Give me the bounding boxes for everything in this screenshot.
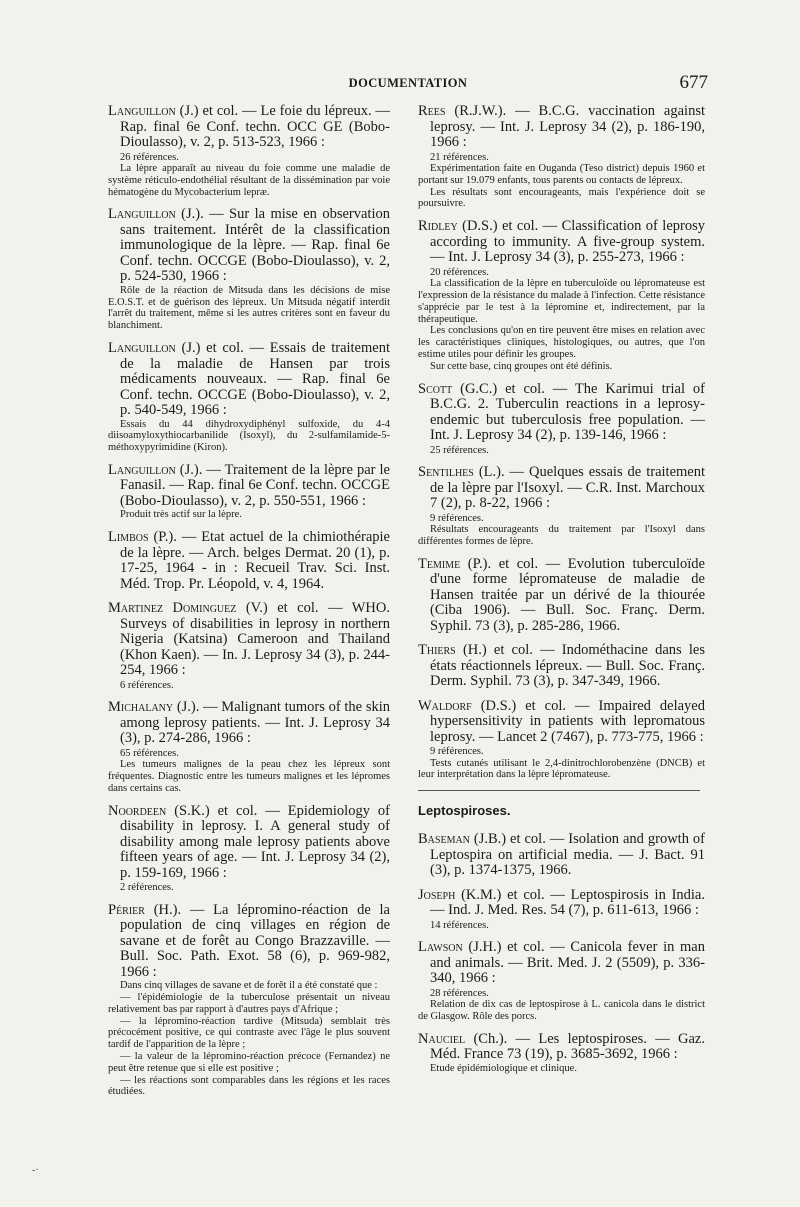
reference-abstract: — la valeur de la lépromino-réaction précoce (Fernandez) ne peut être retenue que si elle est positive ; bbox=[108, 1050, 390, 1074]
reference-author: Limbos bbox=[108, 529, 149, 546]
reference-abstract: Dans cinq villages de savane et de forêt il a été constaté que : bbox=[120, 980, 378, 992]
reference-details: (J.H.) et col. — Canicola fever in man and animals. — Brit. Med. J. 2 (5509), p. 336-340, 1966 : bbox=[430, 939, 705, 987]
reference-author: Michalany bbox=[108, 699, 174, 716]
reference-author: Languillon bbox=[108, 461, 176, 478]
reference-details: (J.) et col. — Essais de traitement de la maladie de Hansen par trois médicaments nouveaux. — Rap. final 6e Conf. techn. OCCGE (Bobo-Dioulasso), v. 2, p. 540-549, 1966 : bbox=[120, 340, 390, 419]
reference-citation bbox=[418, 465, 705, 512]
reference-abstract: Résultats encourageants du traitement par l'Isoxyl dans différentes formes de lèpre. bbox=[418, 524, 705, 547]
reference-abstract: — l'épidémiologie de la tuberculose présentait un niveau relativement bas par rapport à d'autres pays d'Afrique ; bbox=[108, 991, 390, 1015]
reference-citation bbox=[108, 700, 390, 747]
reference-entry bbox=[108, 903, 390, 1098]
reference-author: Nauciel bbox=[418, 1030, 466, 1047]
reference-entry bbox=[418, 1032, 705, 1075]
reference-entry bbox=[418, 888, 705, 932]
reference-citation bbox=[108, 463, 390, 510]
reference-details: (S.K.) et col. — Epidemiology of disability in leprosy. I. A general study of disability among male leprosy patients above fifteen years of age. — Int. J. Leprosy 34 (2), p. 159-169, 1966 : bbox=[120, 802, 390, 881]
reference-author: Ridley bbox=[418, 218, 458, 235]
reference-author: Languillon bbox=[108, 340, 176, 357]
reference-citation bbox=[418, 1032, 705, 1063]
reference-count: 9 références. bbox=[430, 746, 484, 758]
reference-citation bbox=[108, 207, 390, 285]
reference-details: (J.B.) et col. — Isolation and growth of Leptospira on artificial media. — J. Bact. 91 (3), p. 1374-1375, 1966. bbox=[430, 831, 705, 879]
reference-abstract: — la lépromino-réaction tardive (Mitsuda) semblait très précocément positive, ce qui contraste avec l'âge le plus souvent tardif de l'apparition de la lèpre ; bbox=[108, 1015, 390, 1051]
right-column-references bbox=[418, 104, 705, 781]
reference-citation bbox=[108, 903, 390, 981]
reference-citation bbox=[108, 104, 390, 151]
reference-count: 26 références. bbox=[120, 151, 179, 163]
reference-abstract: Les résultats sont encourageants, mais l'expérience doit se poursuivre. bbox=[418, 186, 705, 210]
running-title: DOCUMENTATION bbox=[348, 76, 468, 90]
reference-details: (P.). — Etat actuel de la chimiothérapie de la lèpre. — Arch. belges Dermat. 20 (1), p. 17-25, 1964 - in : Recueil Trav. Sci. Inst. Méd. Trop. Pr. Léopold, v. 4, 1964. bbox=[120, 529, 390, 592]
reference-details: (J.). — Sur la mise en observation sans traitement. Intérêt de la classification immunologique de la lèpre. — Rap. final 6e Conf. techn. OCCGE (Bobo-Dioulasso), v. 2, p. 524-530, 1966 : bbox=[120, 206, 390, 285]
reference-citation bbox=[418, 699, 705, 746]
reference-citation bbox=[108, 601, 390, 679]
section-divider bbox=[418, 790, 700, 791]
reference-details: (H.) et col. — Indométhacine dans les états réactionnels lépreux. — Bull. Soc. Franç. Derm. Syphil. 73 (3), p. 347-349, 1966. bbox=[430, 642, 705, 690]
reference-abstract: Etude épidémiologique et clinique. bbox=[430, 1062, 577, 1074]
reference-entry bbox=[108, 463, 390, 521]
reference-details: (Ch.). — Les leptospiroses. — Gaz. Méd. France 73 (19), p. 3685-3692, 1966 : bbox=[430, 1030, 705, 1063]
reference-details: (L.). — Quelques essais de traitement de la lèpre par l'Isoxyl. — C.R. Inst. Marchoux 7 (2), p. 8-22, 1966 : bbox=[430, 464, 705, 512]
reference-count: 6 références. bbox=[120, 679, 174, 691]
reference-entry bbox=[108, 700, 390, 794]
reference-author: Thiers bbox=[418, 642, 456, 659]
reference-citation bbox=[418, 382, 705, 444]
reference-abstract: Relation de dix cas de leptospirose à L. canicola dans le district de Glasgow. Rôle des porcs. bbox=[418, 999, 705, 1023]
reference-citation bbox=[108, 804, 390, 882]
reference-entry bbox=[418, 104, 705, 210]
reference-entry bbox=[108, 341, 390, 454]
reference-citation bbox=[418, 557, 705, 635]
reference-citation bbox=[108, 341, 390, 419]
reference-citation bbox=[108, 530, 390, 592]
reference-details: (J.) et col. — Le foie du lépreux. — Rap. final 6e Conf. techn. OCC GE (Bobo-Dioulasso), v. 2, p. 513-523, 1966 : bbox=[120, 103, 390, 150]
reference-citation bbox=[418, 219, 705, 266]
reference-entry bbox=[418, 699, 705, 782]
reference-details: (J.). — Malignant tumors of the skin among leprosy patients. — Int. J. Leprosy 34 (3), p. 274-286, 1966 : bbox=[120, 699, 390, 747]
reference-abstract: Tests cutanés utilisant le 2,4-dinitrochlorobenzène (DNCB) et leur interprétation dans la lèpre lépromateuse. bbox=[418, 757, 705, 781]
reference-abstract: Produit très actif sur la lèpre. bbox=[120, 509, 242, 521]
reference-author: Noordeen bbox=[108, 802, 167, 819]
reference-author: Temime bbox=[418, 555, 461, 572]
reference-abstract: La classification de la lèpre en tuberculoïde ou lépromateuse est l'expression de la résistance du malade à l'infection. Cette résistance s'apprécie par le test à la lépromine et, indirectement, par la thérapeutique. bbox=[418, 278, 705, 325]
reference-abstract: Expérimentation faite en Ouganda (Teso district) depuis 1960 et portant sur 19.079 enfants, tous parents ou contacts de lépreux. bbox=[418, 163, 705, 186]
reference-count: 2 références. bbox=[120, 882, 174, 894]
reference-count: 28 références. bbox=[430, 987, 489, 999]
left-column bbox=[108, 104, 390, 1107]
reference-entry bbox=[108, 104, 390, 198]
reference-author: Scott bbox=[418, 380, 453, 397]
reference-abstract: Rôle de la réaction de Mitsuda dans les décisions de mise E.O.S.T. et de guérison des lépreux. Un Mitsuda négatif interdit l'arrêt du traitement, même si les autres critères sont en faveur du blanchiment. bbox=[108, 284, 390, 332]
reference-citation bbox=[418, 104, 705, 151]
reference-details: (G.C.) et col. — The Karimui trial of B.C.G. 2. Tuberculin reactions in a leprosy-endemic but tuberculosis free population. — Int. J. Leprosy 34 (2), p. 139-146, 1966 : bbox=[430, 380, 705, 444]
reference-abstract: — les réactions sont comparables dans les régions et les races étudiées. bbox=[108, 1074, 390, 1098]
reference-abstract: La lèpre apparaît au niveau du foie comme une maladie de système réticulo-endothélial résultant de la dissémination par voie hématogène du Mycobacterium lepræ. bbox=[108, 163, 390, 198]
reference-count: 65 références. bbox=[120, 747, 179, 759]
reference-entry bbox=[418, 832, 705, 879]
reference-entry bbox=[418, 219, 705, 372]
reference-count: 25 références. bbox=[430, 444, 489, 456]
reference-entry bbox=[108, 530, 390, 592]
reference-details: (V.) et col. — WHO. Surveys of disabilities in leprosy in northern Nigeria (Katsina) Cameroon and Thailand (Khon Kaen). — In. J. Leprosy 34 (3), p. 244-254, 1966 : bbox=[120, 600, 391, 679]
reference-citation bbox=[418, 888, 705, 919]
reference-author: Sentilhes bbox=[418, 464, 474, 481]
reference-details: (K.M.) et col. — Leptospirosis in India. — Ind. J. Med. Res. 54 (7), p. 611-613, 1966 : bbox=[430, 886, 705, 919]
reference-author: Rees bbox=[418, 103, 446, 119]
reference-author: Languillon bbox=[108, 103, 176, 119]
right-column bbox=[418, 104, 705, 1084]
reference-details: (D.S.) et col. — Impaired delayed hypersensitivity in patients with lepromatous leprosy. — Lancet 2 (7467), p. 773-775, 1966 : bbox=[430, 697, 705, 745]
reference-entry bbox=[418, 382, 705, 457]
reference-count: 14 références. bbox=[430, 919, 489, 931]
leptospiroses-references bbox=[418, 832, 705, 1074]
reference-count: 21 références. bbox=[430, 151, 489, 163]
reference-citation bbox=[418, 832, 705, 879]
reference-entry bbox=[418, 643, 705, 690]
page-header bbox=[108, 72, 708, 96]
reference-abstract: Essais du 44 dihydroxydiphényl sulfoxide, du 4-4 diisoamyloxythiocarbanilide (Isoxyl), du 2-sulfamilamide-5-méthoxypyrimidine (Kiron). bbox=[108, 418, 390, 454]
reference-details: (P.). et col. — Evolution tuberculoïde d'une forme lépromateuse de maladie de Hansen traitée par un dérivé de la thiourée (Ciba 1906). — Bull. Soc. Franç. Derm. Syphil. 73 (3), p. 285-286, 1966. bbox=[430, 555, 705, 634]
reference-author: Martinez Dominguez bbox=[108, 600, 237, 617]
reference-citation bbox=[418, 643, 705, 690]
reference-entry bbox=[108, 804, 390, 894]
reference-author: Périer bbox=[108, 901, 145, 918]
reference-details: (J.). — Traitement de la lèpre par le Fanasil. — Rap. final 6e Conf. techn. OCCGE (Bobo-Dioulasso), v. 2, p. 550-551, 1966 : bbox=[120, 461, 390, 509]
reference-count: 20 références. bbox=[430, 266, 489, 278]
reference-entry bbox=[418, 465, 705, 548]
reference-abstract: Les tumeurs malignes de la peau chez les lépreux sont fréquentes. Diagnostic entre les tumeurs malignes et les lépromes dans certains cas. bbox=[108, 759, 390, 794]
reference-abstract: Les conclusions qu'on en tire peuvent être mises en relation avec les caractéristiques cliniques, histologiques, ou autres, que l'on estime utiles pour définir les groupes. bbox=[418, 325, 705, 360]
reference-author: Lawson bbox=[418, 939, 463, 956]
reference-entry bbox=[418, 557, 705, 635]
reference-citation bbox=[418, 940, 705, 987]
reference-author: Waldorf bbox=[418, 697, 472, 714]
reference-entry bbox=[108, 601, 390, 691]
reference-details: (D.S.) et col. — Classification of leprosy according to immunity. A five-group system. — Int. J. Leprosy 34 (3), p. 255-273, 1966 : bbox=[430, 218, 705, 266]
reference-author: Languillon bbox=[108, 206, 176, 223]
reference-entry bbox=[418, 940, 705, 1023]
reference-count: 9 références. bbox=[430, 512, 484, 524]
marginal-mark: -· bbox=[32, 1165, 39, 1176]
reference-abstract: Sur cette base, cinq groupes ont été définis. bbox=[430, 360, 613, 372]
reference-author: Baseman bbox=[418, 831, 470, 848]
reference-author: Joseph bbox=[418, 886, 456, 903]
reference-entry bbox=[108, 207, 390, 332]
reference-details: (R.J.W.). — B.C.G. vaccination against leprosy. — Int. J. Leprosy 34 (2), p. 186-190, 1966 : bbox=[430, 103, 705, 150]
page-number: 677 bbox=[679, 72, 708, 93]
section-heading-leptospiroses: Leptospiroses. bbox=[418, 803, 511, 819]
reference-details: (H.). — La lépromino-réaction de la population de cinq villages en région de savane et de forêt au Congo Brazzaville. — Bull. Soc. Path. Exot. 58 (6), p. 969-982, 1966 : bbox=[120, 901, 390, 980]
